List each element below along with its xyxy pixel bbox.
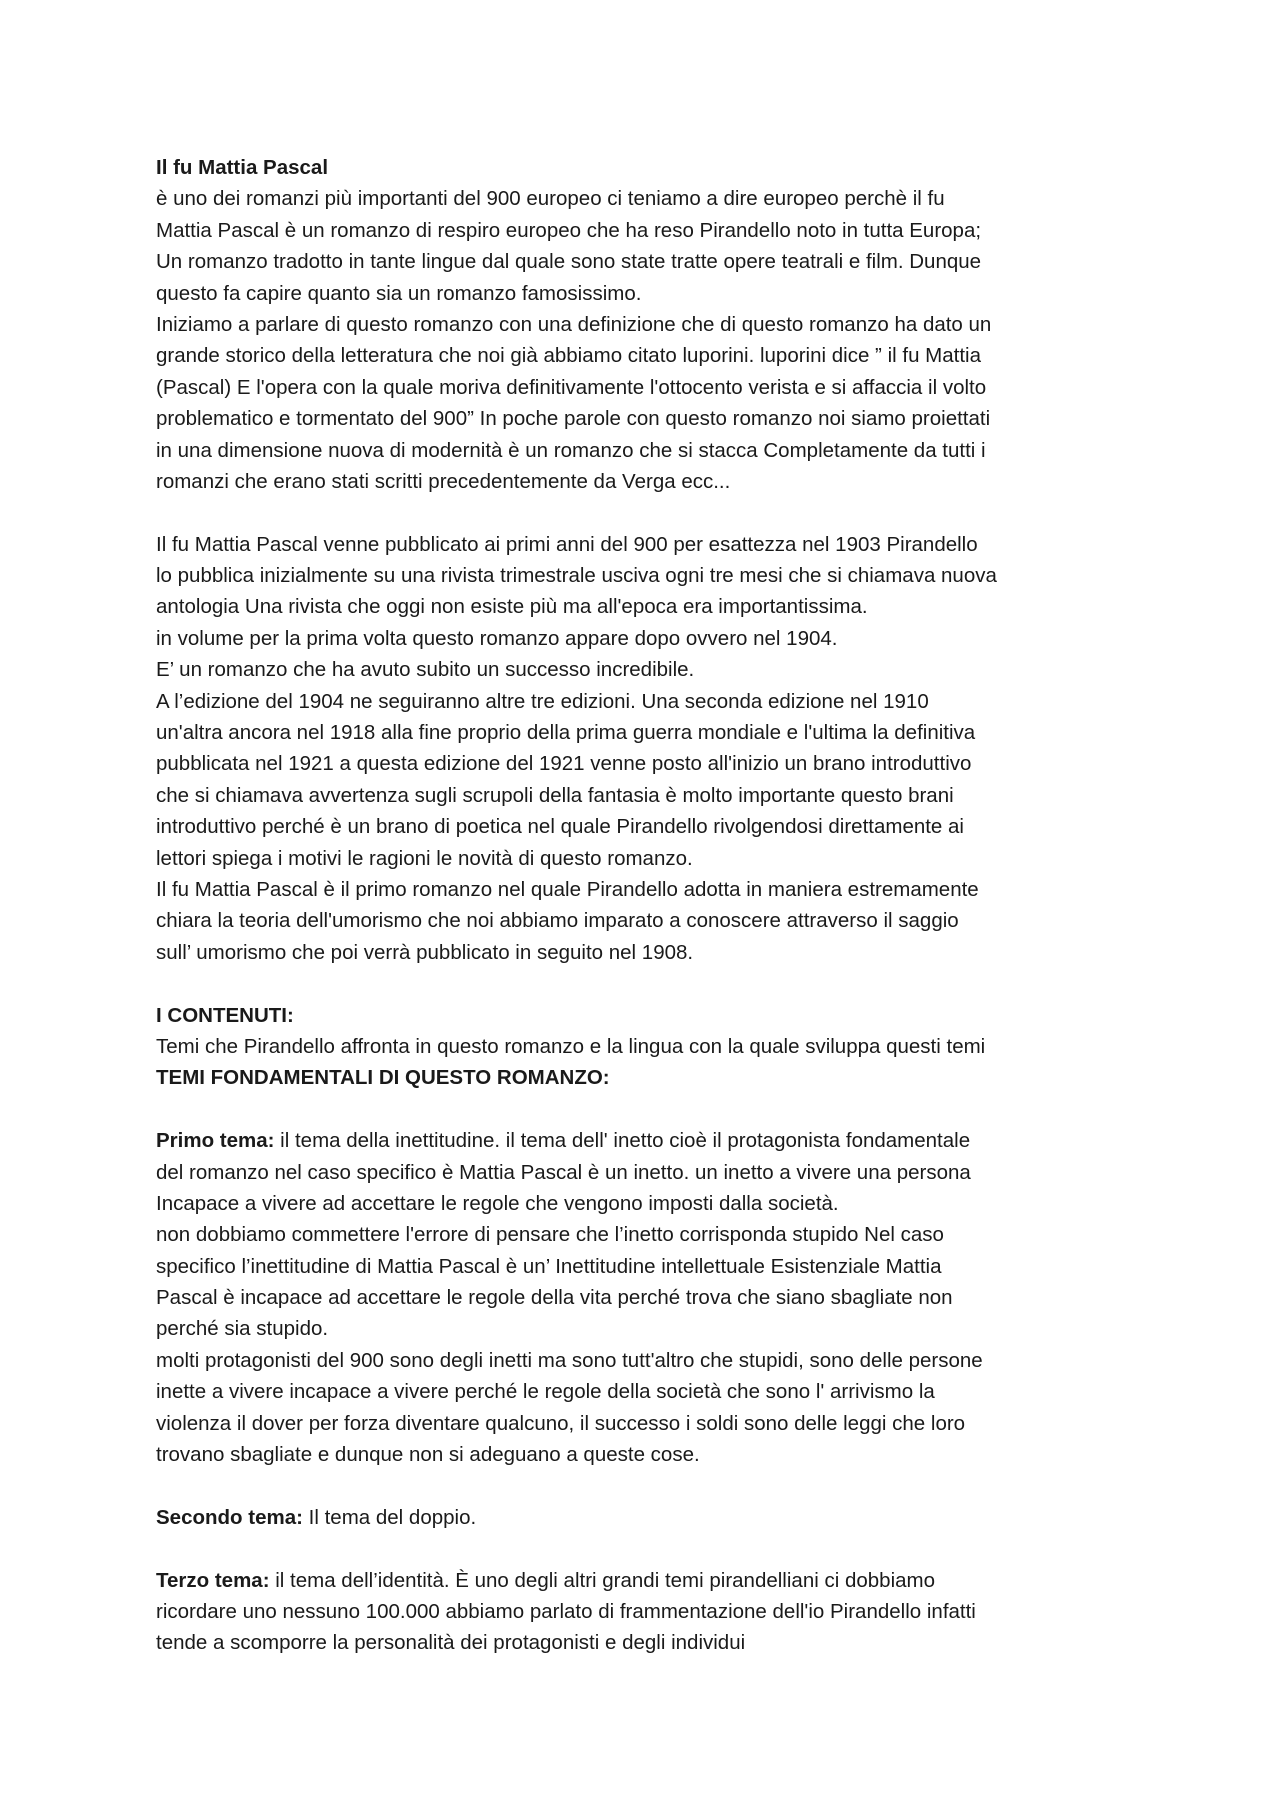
text-line: non dobbiamo commettere l'errore di pensare che l’inetto corrisponda stupido Nel caso [156, 1223, 944, 1247]
text-line: Un romanzo tradotto in tante lingue dal quale sono state tratte opere teatrali e film. Dunque [156, 250, 982, 274]
text-line: tende a scomporre la personalità dei protagonisti e degli individui [156, 1631, 746, 1655]
theme1-text: il tema della inettitudine. il tema dell' inetto cioè il protagonista fondamentale [274, 1129, 971, 1153]
text-line: lo pubblica inizialmente su una rivista trimestrale usciva ogni tre mesi che si chiamava nuova [156, 564, 997, 588]
text-line: in volume per la prima volta questo romanzo appare dopo ovvero nel 1904. [156, 626, 838, 650]
paragraph-gap [156, 1533, 1156, 1564]
text-line: violenza il dover per forza diventare qualcuno, il successo i soldi sono delle leggi che loro [156, 1411, 966, 1435]
contents-line: Temi che Pirandello affronta in questo romanzo e la lingua con la quale sviluppa questi temi [156, 1034, 986, 1058]
text-line: E’ un romanzo che ha avuto subito un successo incredibile. [156, 658, 695, 682]
themes-heading: TEMI FONDAMENTALI DI QUESTO ROMANZO: [156, 1066, 610, 1090]
text-line: sull’ umorismo che poi verrà pubblicato in seguito nel 1908. [156, 940, 694, 964]
text-line: chiara la teoria dell'umorismo che noi abbiamo imparato a conoscere attraverso il saggio [156, 909, 959, 933]
contents-heading: I CONTENUTI: [156, 1003, 294, 1027]
text-line: antologia Una rivista che oggi non esiste più ma all'epoca era importantissima. [156, 595, 868, 619]
paragraph-gap [156, 497, 1156, 528]
text-line: un'altra ancora nel 1918 alla fine proprio della prima guerra mondiale e l'ultima la definitiva [156, 721, 976, 745]
theme3-paragraph [156, 1565, 1156, 1659]
history-paragraph [156, 529, 1156, 968]
text-line: perché sia stupido. [156, 1317, 329, 1341]
text-line: problematico e tormentato del 900” In poche parole con questo romanzo noi siamo proiettati [156, 407, 991, 431]
text-line: introduttivo perché è un brano di poetica nel quale Pirandello rivolgendosi direttamente ai [156, 815, 964, 839]
text-line: specifico l’inettitudine di Mattia Pascal è un’ Inettitudine intellettuale Esistenziale Mattia [156, 1254, 942, 1278]
text-line: è uno dei romanzi più importanti del 900 europeo ci teniamo a dire europeo perchè il fu [156, 187, 945, 211]
paragraph-gap [156, 968, 1156, 999]
text-line: che si chiamava avvertenza sugli scrupoli della fantasia è molto importante questo brani [156, 783, 954, 807]
text-line: Pascal è incapace ad accettare le regole della vita perché trova che siano sbagliate non [156, 1286, 953, 1310]
theme2-paragraph [156, 1502, 1156, 1533]
theme1-label: Primo tema: [156, 1129, 275, 1153]
text-line: (Pascal) E l'opera con la quale moriva definitivamente l'ottocento verista e si affaccia il volto [156, 375, 987, 399]
theme3-label: Terzo tema: [156, 1568, 270, 1592]
document-page [156, 152, 1156, 1659]
text-line: inette a vivere incapace a vivere perché le regole della società che sono l' arrivismo la [156, 1380, 935, 1404]
text-line: pubblicata nel 1921 a questa edizione del 1921 venne posto all'inizio un brano introduttivo [156, 752, 972, 776]
text-line: Il fu Mattia Pascal venne pubblicato ai primi anni del 900 per esattezza nel 1903 Pirandello [156, 532, 978, 556]
theme1-paragraph [156, 1125, 1156, 1470]
text-line: del romanzo nel caso specifico è Mattia Pascal è un inetto. un inetto a vivere una persona [156, 1160, 971, 1184]
text-line: questo fa capire quanto sia un romanzo famosissimo. [156, 281, 642, 305]
text-line: Iniziamo a parlare di questo romanzo con una definizione che di questo romanzo ha dato un [156, 312, 992, 336]
text-line: trovano sbagliate e dunque non si adeguano a queste cose. [156, 1443, 700, 1467]
text-line: Mattia Pascal è un romanzo di respiro europeo che ha reso Pirandello noto in tutta Europa; [156, 218, 982, 242]
text-line: grande storico della letteratura che noi già abbiamo citato luporini. luporini dice ” il fu Mattia [156, 344, 982, 368]
text-line [156, 1125, 1156, 1156]
theme2-text: Il tema del doppio. [302, 1505, 477, 1529]
text-line [156, 1565, 1156, 1596]
paragraph-gap [156, 1470, 1156, 1501]
text-line: romanzi che erano stati scritti precedentemente da Verga ecc... [156, 469, 731, 493]
text-line: molti protagonisti del 900 sono degli inetti ma sono tutt'altro che stupidi, sono delle persone [156, 1348, 983, 1372]
text-line: ricordare uno nessuno 100.000 abbiamo parlato di frammentazione dell'io Pirandello infatti [156, 1599, 976, 1623]
intro-paragraph [156, 183, 1156, 497]
text-line: A l’edizione del 1904 ne seguiranno altre tre edizioni. Una seconda edizione nel 1910 [156, 689, 929, 713]
text-line: Il fu Mattia Pascal è il primo romanzo nel quale Pirandello adotta in maniera estremamente [156, 877, 979, 901]
text-line: lettori spiega i motivi le ragioni le novità di questo romanzo. [156, 846, 693, 870]
text-line: in una dimensione nuova di modernità è un romanzo che si stacca Completamente da tutti i [156, 438, 986, 462]
paragraph-gap [156, 1094, 1156, 1125]
text-line: Incapace a vivere ad accettare le regole che vengono imposti dalla società. [156, 1191, 839, 1215]
document-title: Il fu Mattia Pascal [156, 156, 329, 179]
theme2-label: Secondo tema: [156, 1505, 303, 1529]
theme3-text: il tema dell’identità. È uno degli altri grandi temi pirandelliani ci dobbiamo [269, 1568, 936, 1592]
